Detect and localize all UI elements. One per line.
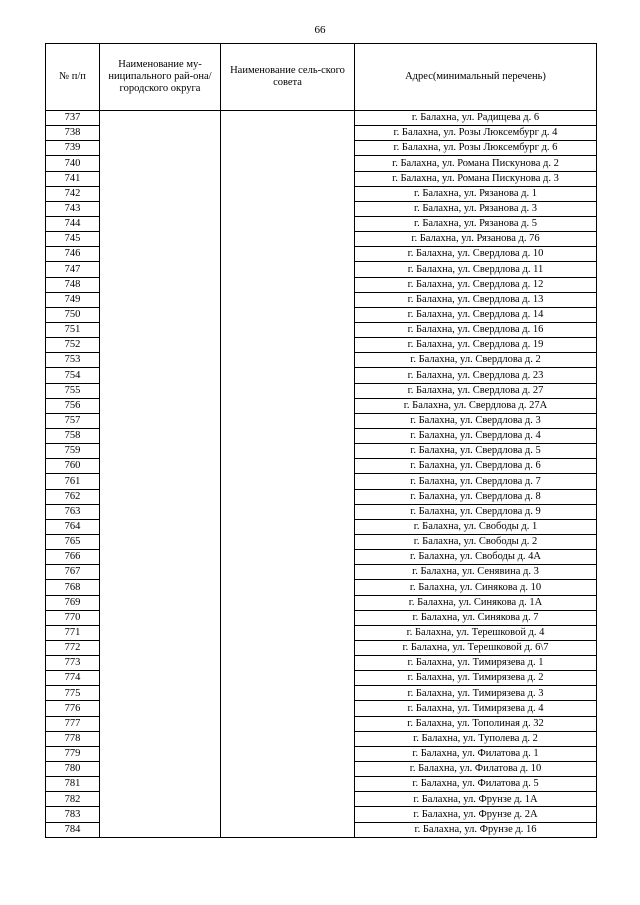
address-cell: г. Балахна, ул. Рязанова д. 3 xyxy=(355,201,597,216)
row-number: 745 xyxy=(46,232,100,247)
row-number: 738 xyxy=(46,126,100,141)
address-cell: г. Балахна, ул. Свердлова д. 9 xyxy=(355,504,597,519)
row-number: 775 xyxy=(46,686,100,701)
row-number: 777 xyxy=(46,716,100,731)
address-cell: г. Балахна, ул. Туполева д. 2 xyxy=(355,731,597,746)
row-number: 749 xyxy=(46,292,100,307)
row-number: 756 xyxy=(46,398,100,413)
row-number: 766 xyxy=(46,550,100,565)
address-cell: г. Балахна, ул. Терешковой д. 4 xyxy=(355,625,597,640)
row-number: 774 xyxy=(46,671,100,686)
address-cell: г. Балахна, ул. Свободы д. 1 xyxy=(355,519,597,534)
row-number: 761 xyxy=(46,474,100,489)
address-cell: г. Балахна, ул. Романа Пискунова д. 2 xyxy=(355,156,597,171)
page-number: 66 xyxy=(314,24,326,36)
address-cell: г. Балахна, ул. Свердлова д. 6 xyxy=(355,459,597,474)
address-cell: г. Балахна, ул. Свердлова д. 5 xyxy=(355,444,597,459)
row-number: 781 xyxy=(46,777,100,792)
row-number: 773 xyxy=(46,656,100,671)
address-cell: г. Балахна, ул. Свердлова д. 23 xyxy=(355,368,597,383)
row-number: 751 xyxy=(46,322,100,337)
row-number: 748 xyxy=(46,277,100,292)
address-cell: г. Балахна, ул. Синякова д. 1А xyxy=(355,595,597,610)
address-cell: г. Балахна, ул. Фрунзе д. 16 xyxy=(355,822,597,837)
address-cell: г. Балахна, ул. Фрунзе д. 2А xyxy=(355,807,597,822)
address-cell: г. Балахна, ул. Рязанова д. 5 xyxy=(355,216,597,231)
row-number: 741 xyxy=(46,171,100,186)
address-cell: г. Балахна, ул. Розы Люксембург д. 4 xyxy=(355,126,597,141)
address-cell: г. Балахна, ул. Свердлова д. 27А xyxy=(355,398,597,413)
address-cell: г. Балахна, ул. Свердлова д. 14 xyxy=(355,307,597,322)
row-number: 764 xyxy=(46,519,100,534)
address-cell: г. Балахна, ул. Свердлова д. 7 xyxy=(355,474,597,489)
row-number: 754 xyxy=(46,368,100,383)
row-number: 758 xyxy=(46,428,100,443)
header-municipality: Наименование му-ниципального рай-она/ городского округа xyxy=(100,44,221,111)
address-cell: г. Балахна, ул. Филатова д. 10 xyxy=(355,762,597,777)
address-cell: г. Балахна, ул. Терешковой д. 6\7 xyxy=(355,640,597,655)
row-number: 752 xyxy=(46,338,100,353)
row-number: 780 xyxy=(46,762,100,777)
row-number: 760 xyxy=(46,459,100,474)
row-number: 743 xyxy=(46,201,100,216)
address-cell: г. Балахна, ул. Синякова д. 10 xyxy=(355,580,597,595)
address-cell: г. Балахна, ул. Фрунзе д. 1А xyxy=(355,792,597,807)
address-cell: г. Балахна, ул. Свердлова д. 8 xyxy=(355,489,597,504)
row-number: 778 xyxy=(46,731,100,746)
address-cell: г. Балахна, ул. Синякова д. 7 xyxy=(355,610,597,625)
address-cell: г. Балахна, ул. Свердлова д. 2 xyxy=(355,353,597,368)
address-cell: г. Балахна, ул. Свободы д. 4А xyxy=(355,550,597,565)
address-cell: г. Балахна, ул. Филатова д. 1 xyxy=(355,746,597,761)
row-number: 740 xyxy=(46,156,100,171)
address-cell: г. Балахна, ул. Розы Люксембург д. 6 xyxy=(355,141,597,156)
address-cell: г. Балахна, ул. Филатова д. 5 xyxy=(355,777,597,792)
address-cell: г. Балахна, ул. Тимирязева д. 3 xyxy=(355,686,597,701)
row-number: 765 xyxy=(46,534,100,549)
row-number: 767 xyxy=(46,565,100,580)
row-number: 759 xyxy=(46,444,100,459)
header-address: Адрес(минимальный перечень) xyxy=(355,44,597,111)
address-cell: г. Балахна, ул. Тимирязева д. 2 xyxy=(355,671,597,686)
row-number: 772 xyxy=(46,640,100,655)
row-number: 762 xyxy=(46,489,100,504)
row-number: 784 xyxy=(46,822,100,837)
header-num: № п/п xyxy=(46,44,100,111)
row-number: 744 xyxy=(46,216,100,231)
address-cell: г. Балахна, ул. Свердлова д. 11 xyxy=(355,262,597,277)
address-cell: г. Балахна, ул. Тополиная д. 32 xyxy=(355,716,597,731)
row-number: 737 xyxy=(46,111,100,126)
row-number: 742 xyxy=(46,186,100,201)
address-cell: г. Балахна, ул. Рязанова д. 76 xyxy=(355,232,597,247)
address-cell: г. Балахна, ул. Свердлова д. 16 xyxy=(355,322,597,337)
row-number: 747 xyxy=(46,262,100,277)
address-cell: г. Балахна, ул. Свердлова д. 12 xyxy=(355,277,597,292)
row-number: 776 xyxy=(46,701,100,716)
address-cell: г. Балахна, ул. Тимирязева д. 1 xyxy=(355,656,597,671)
address-cell: г. Балахна, ул. Радищева д. 6 xyxy=(355,111,597,126)
row-number: 739 xyxy=(46,141,100,156)
row-number: 768 xyxy=(46,580,100,595)
row-number: 753 xyxy=(46,353,100,368)
address-cell: г. Балахна, ул. Тимирязева д. 4 xyxy=(355,701,597,716)
row-number: 763 xyxy=(46,504,100,519)
row-number: 770 xyxy=(46,610,100,625)
row-number: 757 xyxy=(46,413,100,428)
row-number: 746 xyxy=(46,247,100,262)
row-number: 755 xyxy=(46,383,100,398)
header-council: Наименование сель-ского совета xyxy=(221,44,355,111)
address-cell: г. Балахна, ул. Свердлова д. 19 xyxy=(355,338,597,353)
address-cell: г. Балахна, ул. Свердлова д. 10 xyxy=(355,247,597,262)
row-number: 750 xyxy=(46,307,100,322)
address-cell: г. Балахна, ул. Свердлова д. 13 xyxy=(355,292,597,307)
table-body xyxy=(46,111,597,838)
address-cell: г. Балахна, ул. Свободы д. 2 xyxy=(355,534,597,549)
address-cell: г. Балахна, ул. Свердлова д. 4 xyxy=(355,428,597,443)
row-number: 779 xyxy=(46,746,100,761)
address-cell: г. Балахна, ул. Романа Пискунова д. 3 xyxy=(355,171,597,186)
address-cell: г. Балахна, ул. Свердлова д. 27 xyxy=(355,383,597,398)
address-cell: г. Балахна, ул. Свердлова д. 3 xyxy=(355,413,597,428)
row-number: 783 xyxy=(46,807,100,822)
row-number: 771 xyxy=(46,625,100,640)
council-cell xyxy=(221,111,355,838)
table-header xyxy=(46,44,597,111)
table-row xyxy=(46,111,597,126)
address-table xyxy=(45,43,597,838)
address-cell: г. Балахна, ул. Сенявина д. 3 xyxy=(355,565,597,580)
row-number: 769 xyxy=(46,595,100,610)
address-cell: г. Балахна, ул. Рязанова д. 1 xyxy=(355,186,597,201)
municipality-cell xyxy=(100,111,221,838)
row-number: 782 xyxy=(46,792,100,807)
